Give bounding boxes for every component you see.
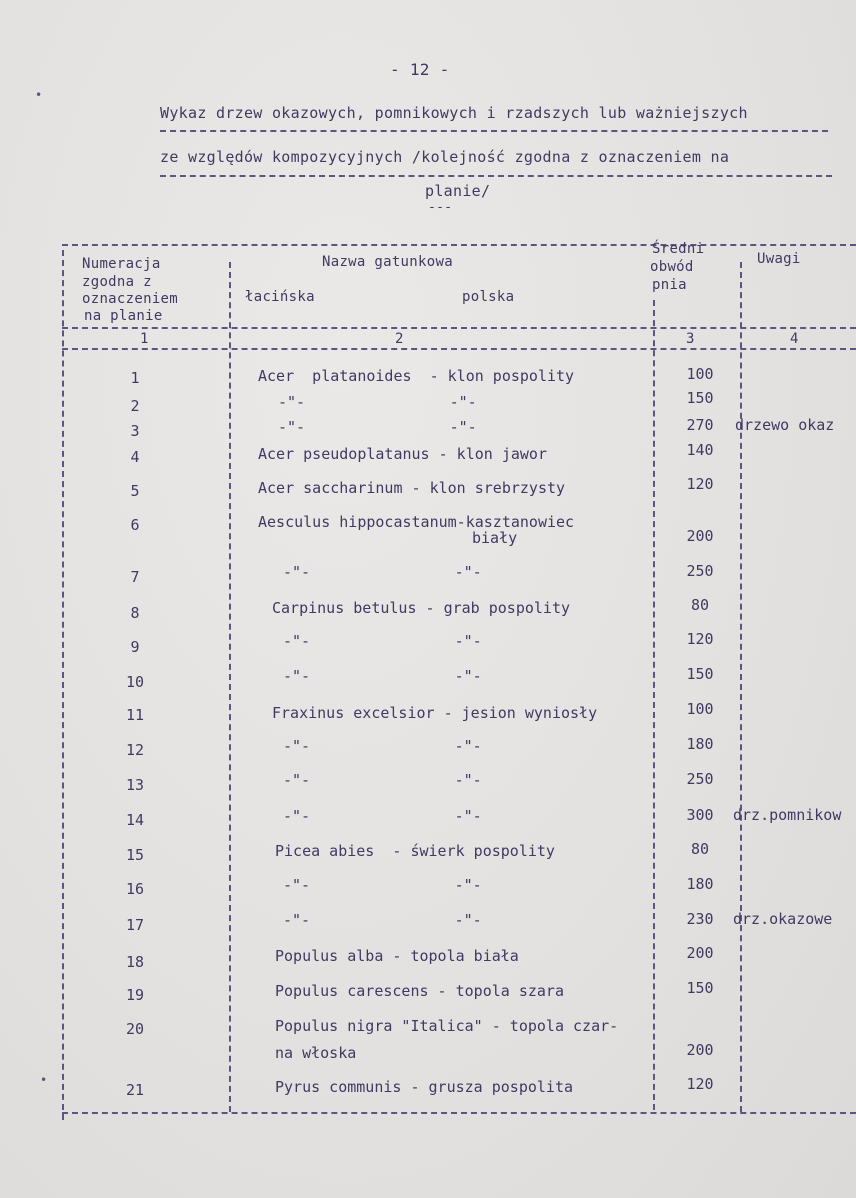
header-numbering-2: zgodna z xyxy=(82,274,152,290)
header-latin: łacińska xyxy=(245,289,315,305)
circumference-value: 80 xyxy=(690,840,710,858)
row-number: 9 xyxy=(130,638,140,656)
species-name: -"- -"- xyxy=(283,737,482,755)
row-number: 14 xyxy=(125,811,145,829)
row-number: 15 xyxy=(125,846,145,864)
row-number: 11 xyxy=(125,706,145,724)
column-number-4: 4 xyxy=(790,331,799,347)
table-top-rule xyxy=(62,244,856,246)
species-name: Fraxinus excelsior - jesion wyniosły xyxy=(272,704,598,722)
circumference-value: 140 xyxy=(686,441,714,459)
circumference-value: 250 xyxy=(686,562,714,580)
scan-speck: • xyxy=(40,1073,48,1087)
species-name: -"- -"- xyxy=(283,632,482,650)
column-separator-3 xyxy=(740,262,742,1112)
species-name: Picea abies - świerk pospolity xyxy=(275,842,555,860)
row-number: 20 xyxy=(125,1020,145,1038)
circumference-value: 100 xyxy=(686,365,714,383)
header-polish: polska xyxy=(462,289,515,305)
table-bottom-rule xyxy=(62,1112,856,1114)
column-number-1: 1 xyxy=(140,331,149,347)
header-bottom-rule xyxy=(62,348,856,350)
row-number: 21 xyxy=(125,1081,145,1099)
row-number: 13 xyxy=(125,776,145,794)
row-number: 6 xyxy=(130,516,140,534)
row-number: 16 xyxy=(125,880,145,898)
title-line-2: ze względów kompozycyjnych /kolejność zgodna z oznaczeniem na xyxy=(160,148,730,166)
header-numbering-3: oznaczeniem xyxy=(82,291,179,307)
title-line-3: planie/ xyxy=(425,182,491,200)
species-name: Acer pseudoplatanus - klon jawor xyxy=(258,445,547,463)
column-separator-2 xyxy=(653,300,655,1110)
title-underline-1 xyxy=(160,130,828,132)
circumference-value: 230 xyxy=(686,910,714,928)
header-circumference-1: Średni xyxy=(652,241,705,257)
header-species-name: Nazwa gatunkowa xyxy=(322,254,453,270)
title-line-1: Wykaz drzew okazowych, pomnikowych i rzadszych lub ważniejszych xyxy=(160,104,748,122)
species-name: Carpinus betulus - grab pospolity xyxy=(272,599,571,617)
row-number: 19 xyxy=(125,986,145,1004)
species-name: Populus nigra "Italica" - topola czar- xyxy=(275,1017,619,1035)
row-number: 12 xyxy=(125,741,145,759)
species-name: Acer saccharinum - klon srebrzysty xyxy=(258,479,566,497)
circumference-value: 80 xyxy=(690,596,710,614)
row-number: 10 xyxy=(125,673,145,691)
scan-speck: • xyxy=(35,88,43,102)
header-notes: Uwagi xyxy=(757,251,801,267)
note-value: drzewo okaz xyxy=(735,416,835,434)
column-number-2: 2 xyxy=(395,331,404,347)
row-number: 7 xyxy=(130,568,140,586)
column-number-3: 3 xyxy=(686,331,695,347)
header-circumference-3: pnia xyxy=(652,277,687,293)
header-circumference-2: obwód xyxy=(650,259,694,275)
circumference-value: 300 xyxy=(686,806,714,824)
circumference-value: 180 xyxy=(686,875,714,893)
row-number: 17 xyxy=(125,916,145,934)
circumference-value: 200 xyxy=(686,527,714,545)
species-name: -"- -"- xyxy=(283,911,482,929)
circumference-value: 120 xyxy=(686,630,714,648)
species-name-continued: biały xyxy=(472,529,518,547)
species-name: -"- -"- xyxy=(283,667,482,685)
species-name: Populus alba - topola biała xyxy=(275,947,519,965)
header-numbering-1: Numeracja xyxy=(82,256,161,272)
species-name: Acer platanoides - klon pospolity xyxy=(258,367,575,385)
row-number: 5 xyxy=(130,482,140,500)
row-number: 18 xyxy=(125,953,145,971)
note-value: drz.okazowe xyxy=(733,910,833,928)
title-mark: --- xyxy=(428,200,453,215)
title-underline-2 xyxy=(160,175,832,177)
species-name-continued: na włoska xyxy=(275,1044,357,1062)
circumference-value: 200 xyxy=(686,1041,714,1059)
circumference-value: 120 xyxy=(686,475,714,493)
circumference-value: 150 xyxy=(686,665,714,683)
row-number: 3 xyxy=(130,422,140,440)
circumference-value: 100 xyxy=(686,700,714,718)
species-name: -"- -"- xyxy=(283,876,482,894)
row-number: 4 xyxy=(130,448,140,466)
column-separator-1 xyxy=(229,262,231,1112)
species-name: Pyrus communis - grusza pospolita xyxy=(275,1078,574,1096)
row-number: 1 xyxy=(130,369,140,387)
species-name: -"- -"- xyxy=(278,393,477,411)
header-mid-rule xyxy=(62,327,856,329)
circumference-value: 150 xyxy=(686,389,714,407)
header-numbering-4: na planie xyxy=(84,308,163,324)
circumference-value: 180 xyxy=(686,735,714,753)
note-value: drz.pomnikow xyxy=(733,806,842,824)
row-number: 8 xyxy=(130,604,140,622)
species-name: -"- -"- xyxy=(283,563,482,581)
species-name: -"- -"- xyxy=(283,771,482,789)
row-number: 2 xyxy=(130,397,140,415)
circumference-value: 200 xyxy=(686,944,714,962)
species-name: Populus carescens - topola szara xyxy=(275,982,564,1000)
circumference-value: 120 xyxy=(686,1075,714,1093)
species-name: -"- -"- xyxy=(278,418,477,436)
page-number: - 12 - xyxy=(390,60,450,79)
circumference-value: 250 xyxy=(686,770,714,788)
circumference-value: 150 xyxy=(686,979,714,997)
table-left-border xyxy=(62,250,64,1120)
species-name: Aesculus hippocastanum-kasztanowiec xyxy=(258,513,575,531)
circumference-value: 270 xyxy=(686,416,714,434)
species-name: -"- -"- xyxy=(283,807,482,825)
